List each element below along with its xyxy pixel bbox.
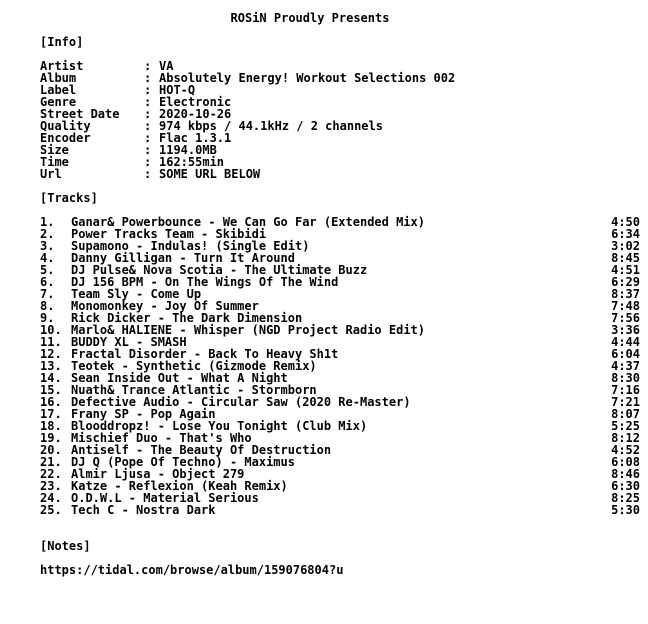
release-title: ROSiN Proudly Presents [230, 11, 390, 25]
info-value: Flac 1.3.1 [159, 131, 232, 145]
track-number: 1. [40, 215, 55, 229]
track-name: DJ 156 BPM - On The Wings Of The Wind [71, 275, 339, 289]
info-separator: : [144, 71, 152, 85]
info-value: VA [159, 59, 174, 73]
track-duration: 4:37 [611, 359, 640, 373]
track-name: Sean Inside Out - What A Night [71, 371, 288, 385]
track-duration: 7:56 [611, 311, 640, 325]
info-separator: : [144, 119, 152, 133]
track-name: Defective Audio - Circular Saw (2020 Re-Master) [71, 395, 411, 409]
track-duration: 8:46 [611, 467, 640, 481]
track-number: 24. [40, 491, 62, 505]
track-number: 14. [40, 371, 62, 385]
info-value: Absolutely Energy! Workout Selections 002 [159, 71, 456, 85]
track-number: 12. [40, 347, 62, 361]
info-key: Street Date [40, 107, 120, 121]
track-name: O.D.W.L - Material Serious [71, 491, 259, 505]
track-duration: 5:25 [611, 419, 640, 433]
info-value: Electronic [159, 95, 232, 109]
track-number: 10. [40, 323, 62, 337]
track-duration: 8:07 [611, 407, 640, 421]
track-duration: 4:50 [611, 215, 640, 229]
info-value: 974 kbps / 44.1kHz / 2 channels [159, 119, 383, 133]
info-separator: : [144, 155, 152, 169]
track-duration: 6:29 [611, 275, 640, 289]
track-duration: 4:52 [611, 443, 640, 457]
track-number: 15. [40, 383, 62, 397]
notes-section-header: [Notes] [40, 539, 91, 553]
track-name: Katze - Reflexion (Keah Remix) [71, 479, 288, 493]
track-number: 21. [40, 455, 62, 469]
track-duration: 8:30 [611, 371, 640, 385]
track-duration: 4:51 [611, 263, 640, 277]
track-number: 13. [40, 359, 62, 373]
track-name: Blooddropz! - Lose You Tonight (Club Mix) [71, 419, 368, 433]
info-key: Encoder [40, 131, 91, 145]
track-name: DJ Pulse& Nova Scotia - The Ultimate Buzz [71, 263, 368, 277]
track-number: 20. [40, 443, 62, 457]
info-value: 162:55min [159, 155, 225, 169]
info-separator: : [144, 107, 152, 121]
info-value: 2020-10-26 [159, 107, 232, 121]
info-separator: : [144, 143, 152, 157]
track-duration: 3:02 [611, 239, 640, 253]
track-number: 16. [40, 395, 62, 409]
track-number: 7. [40, 287, 55, 301]
info-separator: : [144, 59, 152, 73]
track-name: Power Tracks Team - Skibidi [71, 227, 267, 241]
info-key: Album [40, 71, 77, 85]
track-number: 4. [40, 251, 55, 265]
track-number: 18. [40, 419, 62, 433]
track-number: 2. [40, 227, 55, 241]
track-name: DJ Q (Pope Of Techno) - Maximus [71, 455, 295, 469]
track-duration: 6:08 [611, 455, 640, 469]
info-separator: : [144, 83, 152, 97]
track-number: 9. [40, 311, 55, 325]
track-name: Almir Ljusa - Object 279 [71, 467, 245, 481]
track-duration: 6:04 [611, 347, 640, 361]
track-number: 22. [40, 467, 62, 481]
track-name: Tech C - Nostra Dark [71, 503, 216, 517]
track-duration: 6:30 [611, 479, 640, 493]
info-value: HOT-Q [159, 83, 196, 97]
track-name: Supamono - Indulas! (Single Edit) [71, 239, 310, 253]
track-name: Team Sly - Come Up [71, 287, 202, 301]
info-key: Url [40, 167, 62, 181]
track-number: 25. [40, 503, 62, 517]
track-name: Fractal Disorder - Back To Heavy Sh1t [71, 347, 339, 361]
track-name: Danny Gilligan - Turn It Around [71, 251, 295, 265]
track-duration: 7:16 [611, 383, 640, 397]
track-name: Mischief Duo - That's Who [71, 431, 252, 445]
info-separator: : [144, 131, 152, 145]
track-name: BUDDY XL - SMASH [71, 335, 187, 349]
track-duration: 7:21 [611, 395, 640, 409]
info-key: Time [40, 155, 69, 169]
track-name: Teotek - Synthetic (Gizmode Remix) [71, 359, 317, 373]
track-duration: 8:25 [611, 491, 640, 505]
info-key: Artist [40, 59, 84, 73]
track-name: Monomonkey - Joy Of Summer [71, 299, 259, 313]
info-separator: : [144, 167, 152, 181]
tracks-section-header: [Tracks] [40, 191, 98, 205]
info-key: Label [40, 83, 77, 97]
track-number: 3. [40, 239, 55, 253]
info-section-header: [Info] [40, 35, 84, 49]
track-name: Frany SP - Pop Again [71, 407, 216, 421]
track-name: Nuath& Trance Atlantic - Stormborn [71, 383, 317, 397]
track-duration: 8:45 [611, 251, 640, 265]
info-key: Size [40, 143, 69, 157]
track-name: Ganar& Powerbounce - We Can Go Far (Extended Mix) [71, 215, 426, 229]
track-number: 19. [40, 431, 62, 445]
info-value: SOME URL BELOW [159, 167, 261, 181]
track-number: 23. [40, 479, 62, 493]
track-duration: 4:44 [611, 335, 640, 349]
notes-url: https://tidal.com/browse/album/159076804?u [40, 563, 344, 577]
info-value: 1194.0MB [159, 143, 217, 157]
track-duration: 6:34 [611, 227, 640, 241]
track-duration: 8:12 [611, 431, 640, 445]
track-duration: 8:37 [611, 287, 640, 301]
info-key: Genre [40, 95, 77, 109]
track-number: 5. [40, 263, 55, 277]
info-separator: : [144, 95, 152, 109]
track-duration: 5:30 [611, 503, 640, 517]
track-name: Antiself - The Beauty Of Destruction [71, 443, 332, 457]
track-number: 6. [40, 275, 55, 289]
track-name: Marlo& HALIENE - Whisper (NGD Project Radio Edit) [71, 323, 426, 337]
track-duration: 7:48 [611, 299, 640, 313]
track-number: 11. [40, 335, 62, 349]
info-key: Quality [40, 119, 91, 133]
track-name: Rick Dicker - The Dark Dimension [71, 311, 303, 325]
track-number: 8. [40, 299, 55, 313]
track-duration: 3:36 [611, 323, 640, 337]
track-number: 17. [40, 407, 62, 421]
